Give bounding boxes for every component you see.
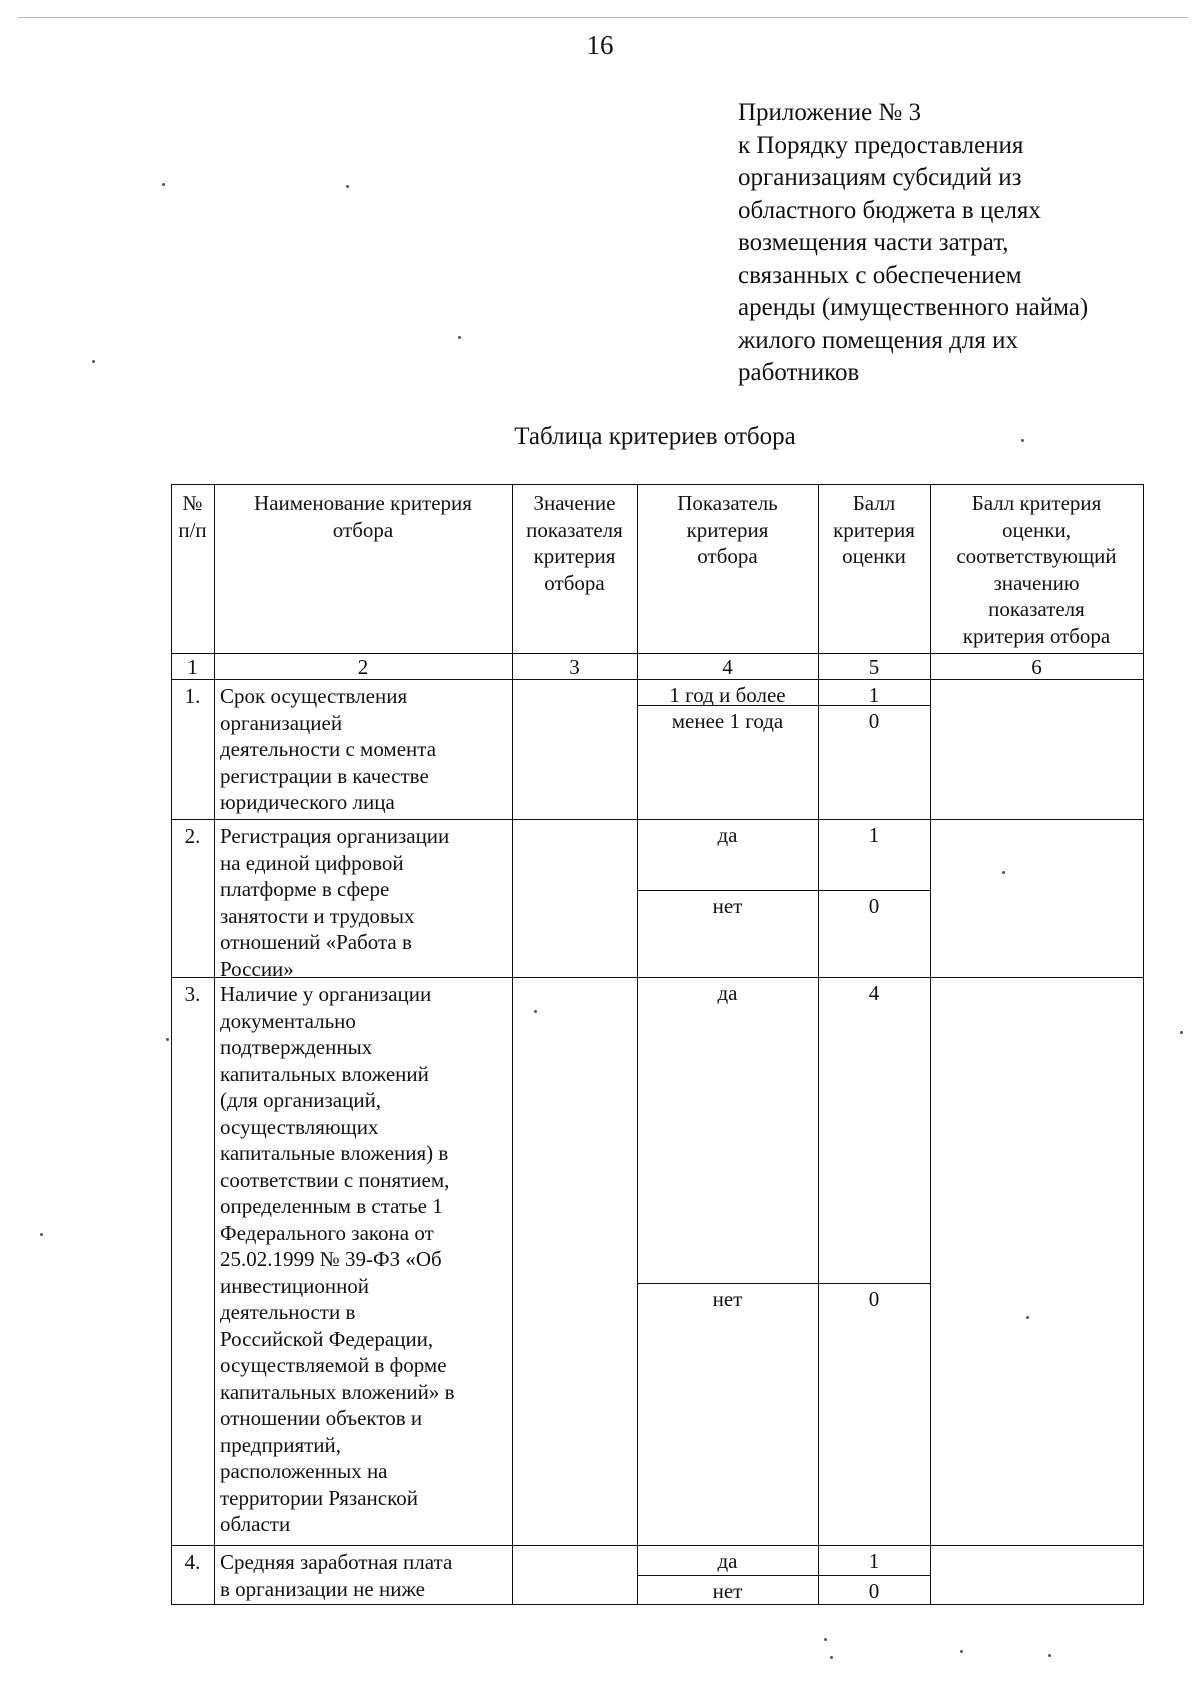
criterion-name-line: деятельности с момента xyxy=(220,737,437,761)
header-indicator-line: Показатель xyxy=(677,491,778,515)
row-number: 2. xyxy=(184,824,201,848)
criterion-name-line: в организации не ниже xyxy=(220,1576,425,1601)
column-line-5 xyxy=(930,484,931,1605)
column-number: 6 xyxy=(1031,655,1042,679)
header-indicator-value-line: критерия xyxy=(533,544,616,568)
criterion-name-line: Федерального закона от xyxy=(220,1220,434,1245)
criterion-name-line: подтвержденных xyxy=(220,1035,373,1059)
option-score: 0 xyxy=(868,1579,880,1603)
header-indicator-line: критерия xyxy=(686,517,769,542)
row-number: 3. xyxy=(184,982,201,1006)
indicator-option: да xyxy=(717,1549,738,1573)
option-divider xyxy=(637,1575,930,1576)
criterion-name-line: 25.02.1999 № 39-ФЗ «Об xyxy=(220,1247,442,1271)
column-number: 5 xyxy=(868,655,880,679)
criterion-name-line: Наличие у организации xyxy=(220,982,432,1006)
criterion-name-line: области xyxy=(220,1512,291,1536)
criterion-name-line: инвестиционной xyxy=(220,1273,370,1298)
criterion-name-line: регистрации в качестве xyxy=(220,763,429,788)
header-score-line: критерия xyxy=(833,517,915,542)
criterion-name-line: капитальных вложений» в xyxy=(220,1379,455,1404)
criterion-name-line: платформе в сфере xyxy=(220,877,390,901)
criterion-name-line: капитальные вложения) в xyxy=(220,1141,449,1165)
column-number: 2 xyxy=(357,655,369,679)
option-score: 1 xyxy=(868,683,880,707)
criterion-name-line: деятельности в xyxy=(220,1300,356,1324)
header-matching-score-line: критерия отбора xyxy=(962,623,1111,648)
header-indicator-value-line: показателя xyxy=(526,517,623,542)
criterion-name-line: определенным в статье 1 xyxy=(220,1194,443,1218)
column-line-2 xyxy=(512,484,513,1605)
criterion-name xyxy=(220,981,510,1538)
criterion-name-line: Средняя заработная плата xyxy=(220,1550,453,1574)
criterion-name-line: организацией xyxy=(220,710,343,735)
appendix-line: связанных с обеспечением xyxy=(738,261,1022,289)
header-criterion-name-line: отбора xyxy=(332,517,394,542)
header-indicator-value-line: Значение xyxy=(533,491,616,515)
header-number-line: п/п xyxy=(178,517,207,542)
option-score: 0 xyxy=(868,709,880,733)
criterion-name xyxy=(220,1549,510,1602)
header-indicator-value-line: отбора xyxy=(544,570,605,595)
criterion-name-line: капитальных вложений xyxy=(220,1061,429,1086)
criterion-name-line: осуществляющих xyxy=(220,1114,379,1139)
criterion-name-line: Регистрация организации xyxy=(220,824,450,848)
header-score-line: Балл xyxy=(852,491,896,515)
header-matching-score-line: оценки, xyxy=(1002,517,1071,542)
header-matching-score-line: значению xyxy=(993,570,1080,595)
criterion-name-line: осуществляемой в форме xyxy=(220,1353,447,1377)
option-score: 1 xyxy=(868,1549,880,1573)
appendix-line: работников xyxy=(738,359,860,386)
criterion-name-line: документально xyxy=(220,1008,356,1033)
criterion-name-line: Российской Федерации, xyxy=(220,1326,434,1351)
indicator-option: нет xyxy=(712,1579,743,1603)
criterion-name-line: предприятий, xyxy=(220,1432,342,1457)
criterion-name xyxy=(220,683,510,816)
header-matching-score-line: показателя xyxy=(988,597,1085,621)
scan-top-edge xyxy=(18,17,1188,18)
row-number: 1. xyxy=(184,684,201,708)
option-score: 0 xyxy=(868,1287,880,1311)
column-number: 3 xyxy=(569,655,580,679)
appendix-note xyxy=(738,97,1178,390)
header-matching-score xyxy=(930,484,1143,649)
header-criterion-name-line: Наименование критерия xyxy=(254,491,472,515)
criterion-name-line: юридического лица xyxy=(220,790,395,814)
criterion-name xyxy=(220,823,510,982)
column-line-0 xyxy=(171,484,172,1605)
appendix-line: областного бюджета в целях xyxy=(738,196,1041,224)
indicator-option: менее 1 года xyxy=(671,709,784,733)
header-matching-score-line: Балл критерия xyxy=(971,491,1102,515)
option-divider xyxy=(637,890,930,891)
appendix-line: жилого помещения для их xyxy=(738,326,1019,354)
appendix-line: аренды (имущественного найма) xyxy=(738,294,1089,321)
column-number: 1 xyxy=(187,655,198,679)
criterion-name-line: Срок осуществления xyxy=(220,684,408,708)
indicator-option: да xyxy=(717,981,738,1005)
column-number: 4 xyxy=(722,655,733,679)
indicator-option: нет xyxy=(712,1287,743,1311)
indicator-option: да xyxy=(717,823,738,847)
column-line-6 xyxy=(1143,484,1144,1605)
option-divider xyxy=(637,1283,930,1284)
header-indicator-line: отбора xyxy=(697,544,758,568)
header-score xyxy=(818,484,930,570)
column-line-3 xyxy=(637,484,638,1605)
indicator-option: нет xyxy=(712,894,743,918)
header-indicator-value xyxy=(512,484,637,596)
appendix-line: Приложение № 3 xyxy=(738,99,922,126)
option-score: 0 xyxy=(868,894,880,918)
criterion-name-line: расположенных на xyxy=(220,1459,388,1483)
header-number-line: № xyxy=(182,491,203,515)
criterion-name-line: соответствии с понятием, xyxy=(220,1167,450,1192)
option-score: 1 xyxy=(868,823,880,847)
header-indicator xyxy=(637,484,818,570)
column-line-1 xyxy=(214,484,215,1605)
criterion-name-line: (для организаций, xyxy=(220,1088,382,1112)
row-divider xyxy=(171,1545,1144,1546)
criterion-name-line: на единой цифровой xyxy=(220,850,404,875)
row-divider xyxy=(171,819,1144,820)
appendix-line: организациям субсидий из xyxy=(738,164,1022,191)
appendix-line: к Порядку предоставления xyxy=(738,131,1024,159)
header-score-line: оценки xyxy=(842,544,906,568)
criterion-name-line: занятости и трудовых xyxy=(220,903,415,928)
column-line-4 xyxy=(818,484,819,1605)
header-matching-score-line: соответствующий xyxy=(956,544,1117,568)
criterion-name-line: отношении объектов и xyxy=(220,1406,423,1430)
appendix-line: возмещения части затрат, xyxy=(738,229,1009,256)
row-number: 4. xyxy=(184,1550,201,1574)
page-number: 16 xyxy=(586,30,614,60)
table-title: Таблица критериев отбора xyxy=(514,423,796,450)
criterion-name-line: отношений «Работа в xyxy=(220,930,412,954)
indicator-option: 1 год и более xyxy=(669,683,786,707)
option-score: 4 xyxy=(868,981,880,1005)
criterion-name-line: России» xyxy=(220,956,294,981)
header-criterion-name xyxy=(214,484,512,543)
header-number xyxy=(171,484,214,543)
criterion-name-line: территории Рязанской xyxy=(220,1485,418,1510)
